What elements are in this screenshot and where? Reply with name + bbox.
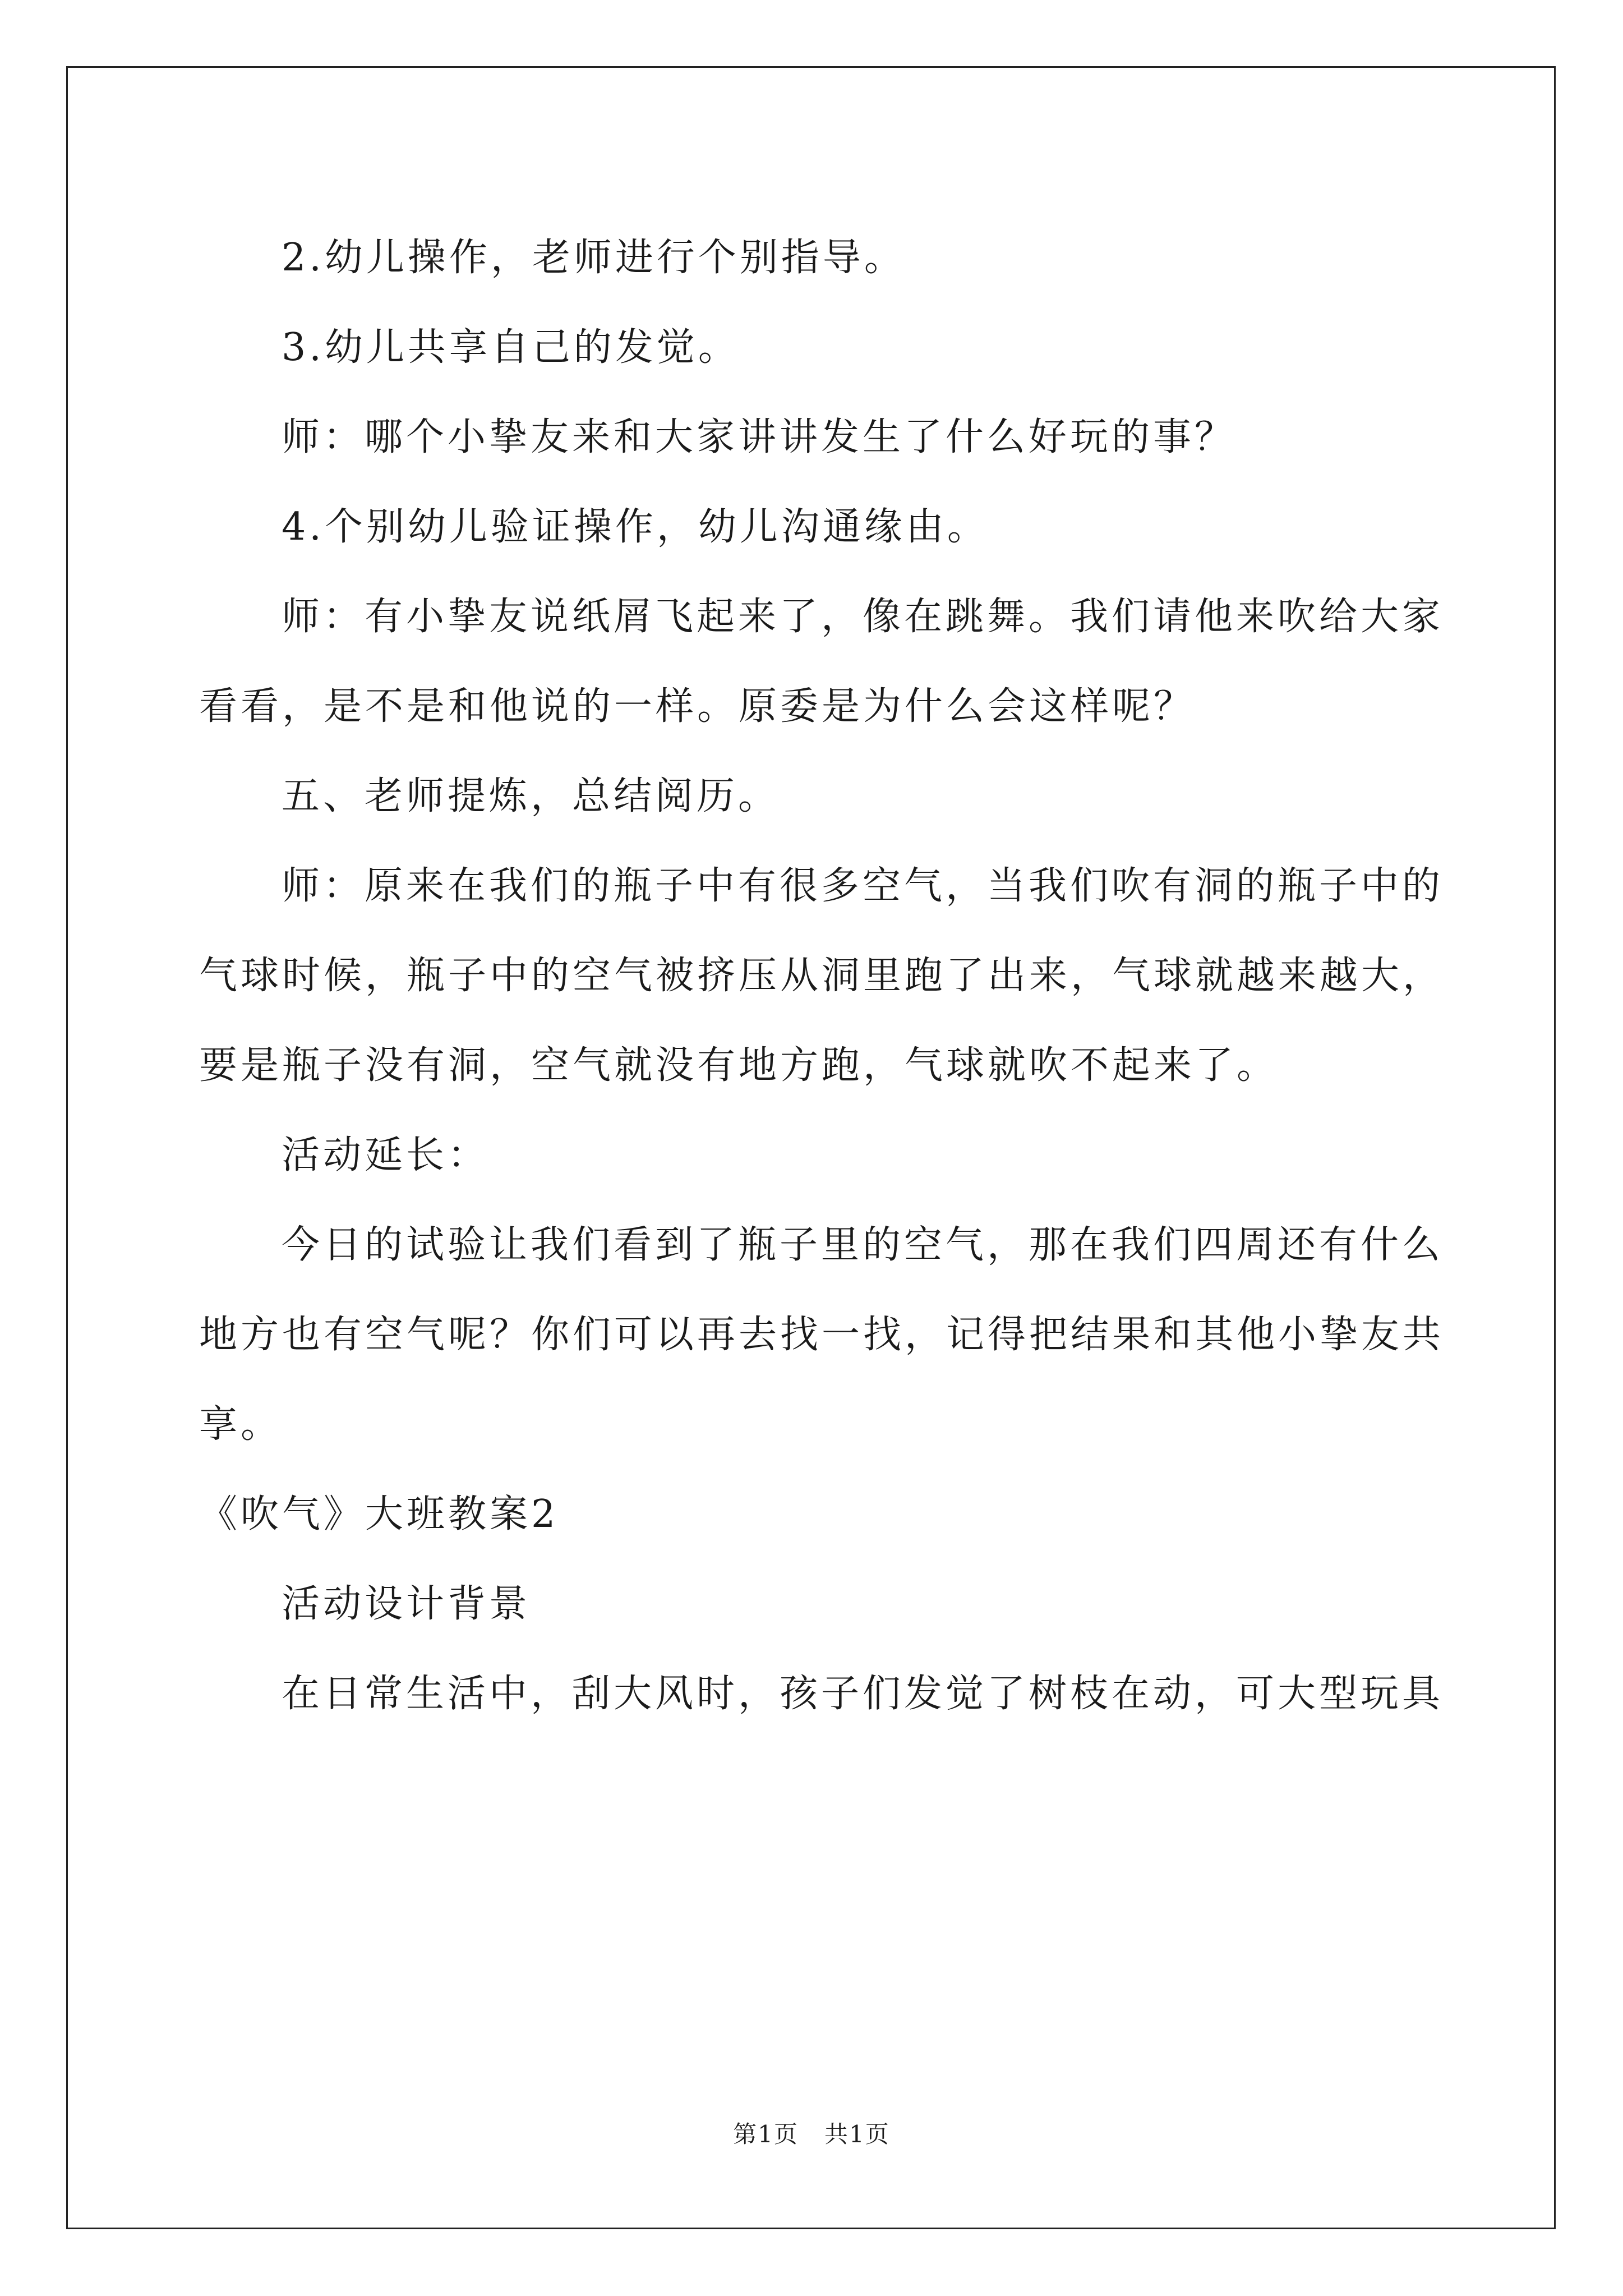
page-total: 共1页 (824, 2120, 890, 2148)
page-number: 第1页 (733, 2120, 799, 2148)
paragraph-line: 活动延长： (282, 1133, 490, 1177)
paragraph-line: 今日的试验让我们看到了瓶子里的空气，那在我们四周还有什么 (282, 1223, 1444, 1267)
paragraph-line: 师：原来在我们的瓶子中有很多空气，当我们吹有洞的瓶子中的 (282, 864, 1444, 908)
paragraph-line: 2.幼儿操作，老师进行个别指导。 (282, 236, 906, 280)
paragraph-line: 在日常生活中，刮大风时，孩子们发觉了树枝在动，可大型玩具 (282, 1672, 1444, 1716)
paragraph-line: 看看，是不是和他说的一样。原委是为什么会这样呢？ (199, 684, 1196, 729)
paragraph-line: 师：有小挚友说纸屑飞起来了，像在跳舞。我们请他来吹给大家 (282, 595, 1444, 639)
paragraph-line: 享。 (199, 1402, 283, 1447)
page-footer (0, 2118, 1623, 2151)
paragraph-line: 地方也有空气呢？你们可以再去找一找，记得把结果和其他小挚友共 (199, 1313, 1445, 1357)
paragraph-line: 4.个别幼儿验证操作，幼儿沟通缘由。 (282, 505, 989, 549)
paragraph-line: 五、老师提炼，总结阅历。 (282, 774, 780, 818)
paragraph-line: 师：哪个小挚友来和大家讲讲发生了什么好玩的事？ (282, 415, 1237, 459)
paragraph-line: 要是瓶子没有洞，空气就没有地方跑，气球就吹不起来了。 (199, 1043, 1279, 1088)
paragraph-line: 气球时候，瓶子中的空气被挤压从洞里跑了出来，气球就越来越大， (199, 954, 1445, 998)
paragraph-line: 活动设计背景 (282, 1582, 531, 1626)
paragraph-line: 3.幼儿共享自己的发觉。 (282, 325, 740, 370)
section-heading: 《吹气》大班教案2 (199, 1492, 559, 1536)
